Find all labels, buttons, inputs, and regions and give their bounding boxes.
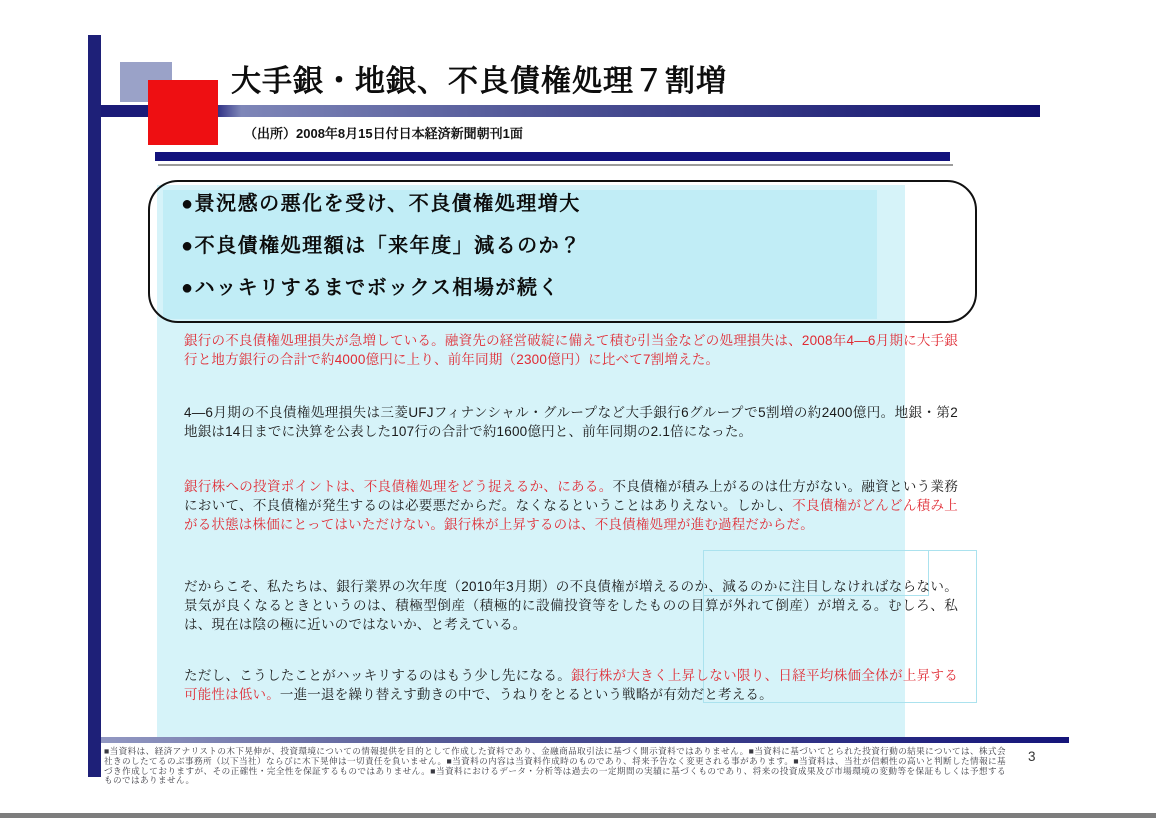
body-paragraph (184, 331, 958, 369)
key-point-item: ●ハッキリするまでボックス相場が続く (181, 277, 560, 299)
paragraph-segment-red: 銀行株への投資ポイントは、不良債権処理をどう捉えるか、にある。 (184, 479, 613, 494)
key-points-list (181, 191, 582, 301)
left-accent-bar (88, 35, 101, 777)
body-paragraphs (184, 331, 958, 704)
body-paragraph (184, 477, 958, 534)
subtitle-rule-shadow (158, 164, 953, 166)
paragraph-segment-red: 銀行の不良債権処理損失が急増している。融資先の経営破綻に備えて積む引当金などの処理損失は、2008年4—6月期に大手銀行と地方銀行の合計で約4000億円に上り、前年同期（2300億円）に比べて7割増えた。 (184, 333, 958, 367)
title-underline-bar (101, 105, 1040, 117)
footer-rule-bar (101, 737, 1069, 743)
paragraph-segment-black: だからこそ、私たちは、銀行業界の次年度（2010年3月期）の不良債権が増えるのか、減るのかに注目しなければならない。景気が良くなるときというのは、積極型倒産（積極的に設備投資等をしたものの目算が外れて倒産）が増える。むしろ、私は、現在は陰の極に近いのではないか、と考えている。 (184, 579, 958, 632)
paragraph-segment-black: 4—6月期の不良債権処理損失は三菱UFJフィナンシャル・グループなど大手銀行6グループで5割増の約2400億円。地銀・第2地銀は14日までに決算を公表した107行の合計で約1600億円と、前年同期の2.1倍になった。 (184, 405, 958, 439)
paragraph-segment-red: 不良債権がどんどん積み上がる状態は株価にとってはいただけない。銀行株が上昇するのは、不良債権処理が進む過程だからだ。 (184, 498, 958, 532)
paragraph-segment-black: 不良債権が積み上がるのは仕方がない。融資という業務において、不良債権が発生するのは必要悪だからだ。なくなるということはありえない。しかし、 (184, 479, 958, 513)
paragraph-segment-red: 銀行株が大きく上昇しない限り、日経平均株価全体が上昇する可能性は低い。 (184, 668, 958, 702)
red-square-decoration (148, 80, 218, 145)
source-note: （出所）2008年8月15日付日本経済新聞朝刊1面 (244, 126, 523, 141)
subtitle-rule-bar (155, 152, 950, 161)
body-paragraph (184, 666, 958, 704)
page-title: 大手銀・地銀、不良債権処理７割増 (231, 65, 727, 98)
disclaimer-text: ■当資料は、経済アナリストの木下晃伸が、投資環境についての情報提供を目的として作成した資料であり、金融商品取引法に基づく開示資料ではありません。■当資料に基づいてとられた投資行動の結果については、株式会社きのしたてるのぶ事務所（以下当社）ならびに木下晃伸は一切責任を負いません。■当資料の内容は当資料作成時のものであり、将来予告なく変更される事があります。■当資料は、当社が信頼性の高いと判断した情報に基づき作成しておりますが、その正確性・完全性を保証するものではありません。■当資料におけるデータ・分析等は過去の一定期間の実績に基づくものであり、将来の投資成果及び市場環境の変動等を保証もしくは予想するものではありません。 (104, 746, 1006, 786)
key-point-item: ●不良債権処理額は「来年度」減るのか？ (181, 235, 582, 257)
paragraph-segment-black: 一進一退を繰り替えす動きの中で、うねりをとるという戦略が有効だと考える。 (279, 687, 773, 702)
bottom-gray-band (0, 813, 1156, 818)
key-point-item: ●景況感の悪化を受け、不良債権処理増大 (181, 193, 581, 215)
body-paragraph (184, 403, 958, 441)
body-paragraph (184, 577, 958, 634)
paragraph-segment-black: ただし、こうしたことがハッキリするのはもう少し先になる。 (184, 668, 572, 683)
page-number: 3 (1028, 749, 1036, 764)
